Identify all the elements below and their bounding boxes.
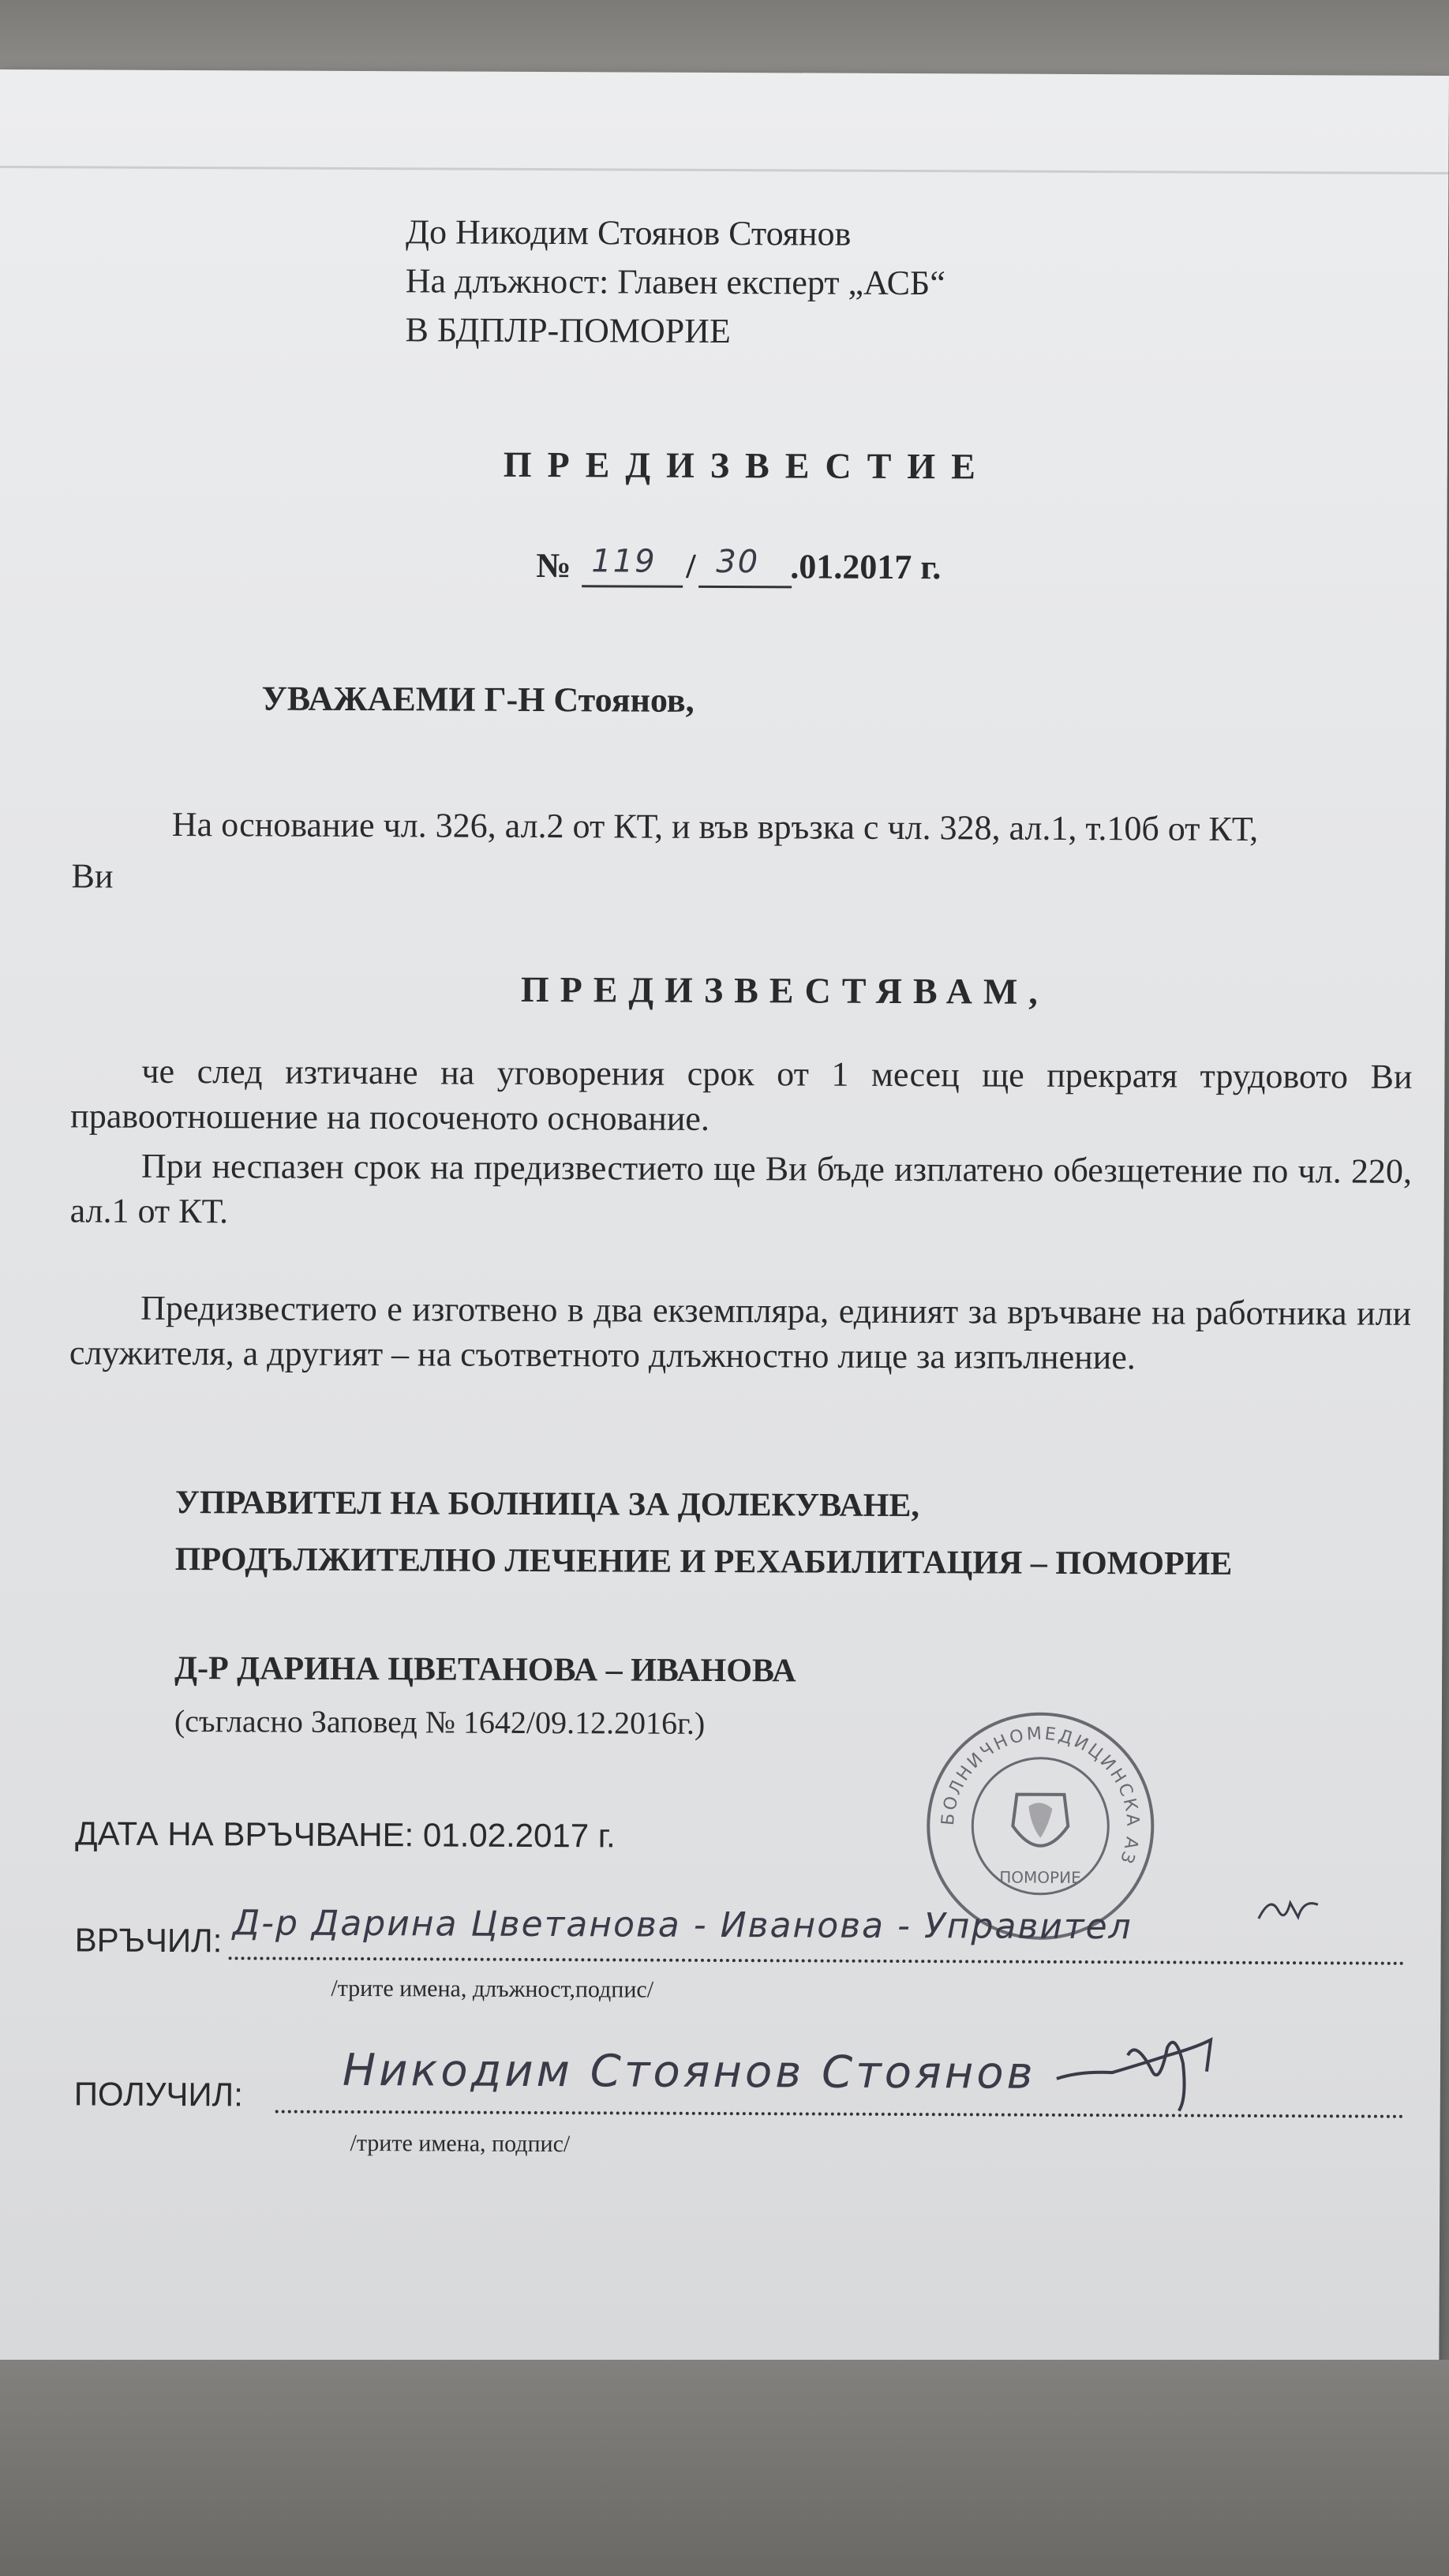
day-underline: [698, 586, 792, 589]
delivered-signature-mark: [1255, 1887, 1326, 1934]
received-signature-mark: [1049, 2024, 1239, 2119]
stamp-ring-text: БОЛНИЧНОМЕДИЦИНСКА АЗ: [938, 1724, 1143, 1869]
stamp-city-text: ПОМОРИЕ: [999, 1867, 1081, 1887]
delivered-label: ВРЪЧИЛ:: [74, 1921, 223, 1960]
addressee-line-1: До Никодим Стоянов Стоянов: [406, 212, 852, 253]
number-underline: [582, 585, 683, 588]
addressee-line-2: На длъжност: Главен експерт „АСБ“: [405, 261, 945, 303]
delivered-hint: /трите имена, длъжност,подпис/: [331, 1975, 654, 2003]
background-bottom: [0, 2360, 1449, 2576]
delivery-date: ДАТА НА ВРЪЧВАНЕ: 01.02.2017 г.: [75, 1814, 616, 1855]
salutation: УВАЖАЕМИ Г-Н Стоянов,: [261, 679, 695, 720]
delivered-dotted-line: [229, 1956, 1405, 1965]
paragraph-copies: Предизвестието е изготвено в два екземпляра, единият за връчване на работника или служителя, а другият – на съответното длъжностно лице за изпълнение.: [69, 1288, 1412, 1377]
signatory-order: (съгласно Заповед № 1642/09.12.2016г.): [174, 1702, 706, 1741]
signatory-name: Д-Р ДАРИНА ЦВЕТАНОВА – ИВАНОВА: [174, 1649, 796, 1690]
basis-line-2: Ви: [71, 856, 114, 896]
notify-heading: ПРЕДИЗВЕСТЯВАМ,: [520, 968, 1049, 1012]
document-page: [0, 69, 1449, 2412]
signatory-role-line-1: УПРАВИТЕЛ НА БОЛНИЦА ЗА ДОЛЕКУВАНЕ,: [174, 1484, 920, 1525]
received-hint: /трите имена, подпис/: [350, 2129, 571, 2158]
paper-crease: [0, 166, 1448, 174]
number-date: .01.2017 г.: [790, 547, 942, 587]
paragraph-termination: че след изтичане на уговорения срок от 1 месец ще прекратя трудовото Ви правоотношение на посоченото основание.: [70, 1051, 1413, 1138]
received-label: ПОЛУЧИЛ:: [73, 2075, 243, 2114]
handwritten-number: 119: [591, 543, 657, 580]
number-prefix: №: [536, 545, 571, 586]
signatory-role-line-2: ПРОДЪЛЖИТЕЛНО ЛЕЧЕНИЕ И РЕХАБИЛИТАЦИЯ – ПОМОРИЕ: [174, 1541, 1233, 1582]
received-handwritten: Никодим Стоянов Стоянов: [342, 2044, 1036, 2099]
basis-line-1: На основание чл. 326, ал.2 от КТ, и във връзка с чл. 328, ал.1, т.10б от КТ,: [171, 804, 1259, 848]
document-title: ПРЕДИЗВЕСТИЕ: [503, 444, 991, 487]
number-separator: /: [686, 546, 696, 586]
handwritten-day: 30: [716, 543, 760, 581]
delivered-handwritten: Д-р Дарина Цветанова - Иванова - Управител: [232, 1903, 1133, 1948]
addressee-line-3: В БДПЛР-ПОМОРИЕ: [405, 310, 731, 351]
paragraph-compensation: При неспазен срок на предизвестието ще Ви бъде изплатено обезщетение по чл. 220, ал.1 от КТ.: [69, 1146, 1413, 1231]
